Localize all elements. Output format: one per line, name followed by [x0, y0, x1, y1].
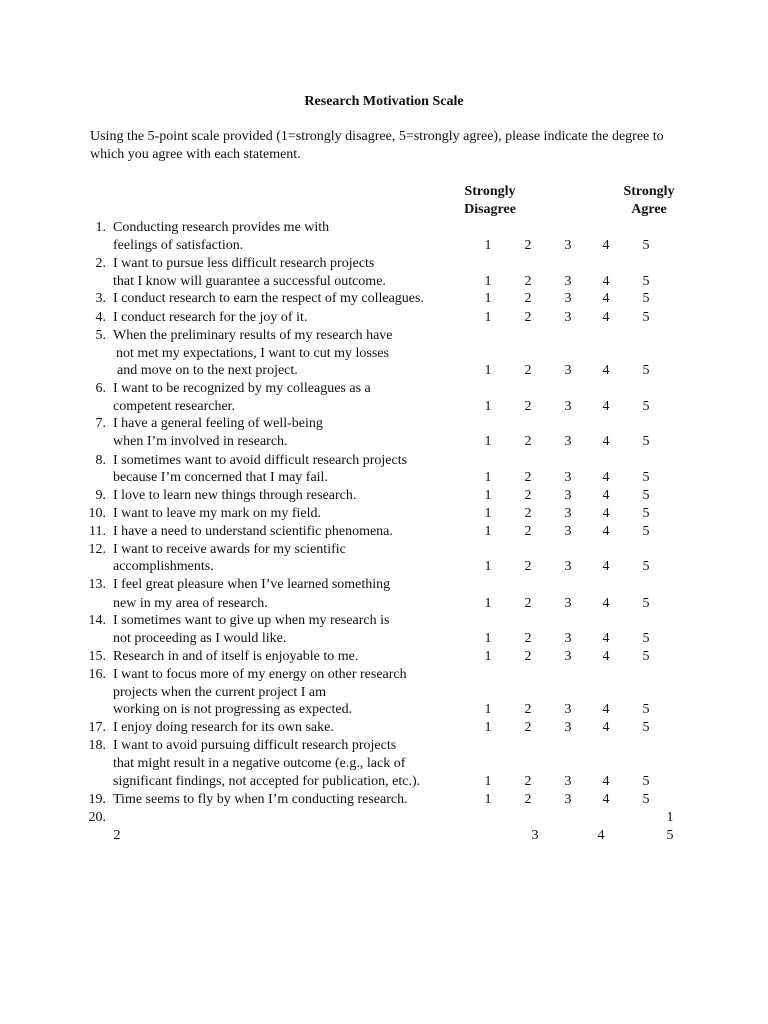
item-number: 13. — [88, 577, 106, 592]
rating-option-1[interactable]: 1 — [484, 702, 492, 717]
document-title: Research Motivation Scale — [304, 94, 464, 109]
item-text-line: new in my area of research. — [113, 596, 268, 611]
rating-option-3[interactable]: 3 — [564, 238, 572, 253]
rating-option-3[interactable]: 3 — [564, 506, 572, 521]
rating-option-1[interactable]: 1 — [484, 274, 492, 289]
rating-option-4[interactable]: 4 — [602, 702, 610, 717]
rating-option-3[interactable]: 3 — [564, 363, 572, 378]
rating-option-3[interactable]: 3 — [564, 310, 572, 325]
rating-option-5[interactable]: 5 — [642, 399, 650, 414]
scale-header-right — [614, 183, 684, 219]
rating-option-3[interactable]: 3 — [564, 399, 572, 414]
rating-option-4[interactable]: 4 — [602, 524, 610, 539]
rating-option-1[interactable]: 1 — [484, 524, 492, 539]
rating-option-1[interactable]: 1 — [484, 506, 492, 521]
item-text-line: projects when the current project I am — [113, 685, 327, 700]
rating-option-1[interactable]: 1 — [484, 470, 492, 485]
rating-option-5[interactable]: 5 — [642, 363, 650, 378]
rating-option-2[interactable]: 2 — [524, 399, 532, 414]
item-number: 9. — [95, 488, 106, 503]
item-number: 14. — [88, 613, 106, 628]
rating-option-5[interactable]: 5 — [642, 488, 650, 503]
rating-option-2[interactable]: 2 — [524, 488, 532, 503]
rating-option-2[interactable]: 2 — [524, 559, 532, 574]
item-text-line: competent researcher. — [113, 399, 236, 414]
rating-option-4[interactable]: 4 — [602, 631, 610, 646]
rating-option-5[interactable]: 5 — [642, 702, 650, 717]
rating-option-3[interactable]: 3 — [564, 434, 572, 449]
rating-option-3[interactable]: 3 — [564, 649, 572, 664]
rating-option-2[interactable]: 2 — [524, 434, 532, 449]
item-number: 11. — [89, 524, 106, 539]
rating-option-1[interactable]: 1 — [484, 488, 492, 503]
rating-option-2[interactable]: 2 — [524, 702, 532, 717]
rating-option-2[interactable]: 2 — [524, 310, 532, 325]
rating-option-4[interactable]: 4 — [602, 774, 610, 789]
rating-option-2[interactable]: 2 — [524, 792, 532, 807]
rating-option-2[interactable]: 2 — [524, 774, 532, 789]
item-text-line: I want to leave my mark on my field. — [113, 506, 321, 521]
rating-option-3[interactable]: 3 — [564, 274, 572, 289]
rating-option-3[interactable]: 3 — [564, 291, 572, 306]
rating-option-3[interactable]: 3 — [564, 774, 572, 789]
item-text-line: I have a general feeling of well-being — [113, 416, 323, 431]
rating-option-1[interactable]: 1 — [484, 363, 492, 378]
rating-option-1[interactable]: 1 — [484, 720, 492, 735]
rating-option-2[interactable]: 2 — [524, 524, 532, 539]
rating-option-3[interactable]: 3 — [564, 470, 572, 485]
item-number: 7. — [95, 416, 106, 431]
rating-option-1[interactable]: 1 — [484, 310, 492, 325]
item-text-line: I want to focus more of my energy on other research — [113, 667, 407, 682]
item-number: 15. — [88, 649, 106, 664]
item-text-line: and move on to the next project. — [117, 363, 298, 378]
item-text-line: I want to pursue less difficult research projects — [113, 256, 375, 271]
rating-option-4[interactable]: 4 — [602, 649, 610, 664]
item-number: 5. — [95, 328, 106, 343]
rating-option-5[interactable]: 5 — [642, 649, 650, 664]
item-number: 1. — [95, 220, 106, 235]
item-text-line: not proceeding as I would like. — [113, 631, 287, 646]
scale-header-left-line1: Strongly — [464, 184, 516, 199]
item-text-line: when I’m involved in research. — [113, 434, 288, 449]
rating-option-2[interactable]: 2 — [524, 238, 532, 253]
rating-option-5[interactable]: 5 — [642, 596, 650, 611]
item-number: 8. — [95, 453, 106, 468]
item-number: 20. — [88, 810, 106, 825]
rating-option-2[interactable]: 2 — [524, 596, 532, 611]
rating-option-5[interactable]: 5 — [642, 238, 650, 253]
rating-option-1[interactable]: 1 — [484, 631, 492, 646]
rating-option-1[interactable]: 1 — [484, 291, 492, 306]
rating-option-1[interactable]: 1 — [666, 810, 674, 825]
item-text-line: I conduct research to earn the respect of my colleagues. — [113, 291, 424, 306]
rating-option-1[interactable]: 1 — [484, 774, 492, 789]
rating-option-4[interactable]: 4 — [602, 291, 610, 306]
rating-option-4[interactable]: 4 — [602, 363, 610, 378]
rating-option-4[interactable]: 4 — [597, 828, 605, 843]
rating-option-5[interactable]: 5 — [642, 506, 650, 521]
item-number: 19. — [88, 792, 106, 807]
rating-option-4[interactable]: 4 — [602, 506, 610, 521]
item-text-line: not met my expectations, I want to cut my losses — [116, 346, 389, 361]
rating-option-4[interactable]: 4 — [602, 399, 610, 414]
item-number: 12. — [88, 542, 106, 557]
rating-option-5[interactable]: 5 — [642, 774, 650, 789]
item-text-line: I feel great pleasure when I’ve learned something — [113, 577, 391, 592]
item-text-line: feelings of satisfaction. — [113, 238, 244, 253]
rating-option-4[interactable]: 4 — [602, 596, 610, 611]
rating-option-5[interactable]: 5 — [642, 291, 650, 306]
item-text-line: Conducting research provides me with — [113, 220, 330, 235]
rating-option-3[interactable]: 3 — [564, 559, 572, 574]
rating-option-2[interactable]: 2 — [524, 506, 532, 521]
rating-option-1[interactable]: 1 — [484, 238, 492, 253]
item-number: 3. — [95, 291, 106, 306]
rating-option-3[interactable]: 3 — [564, 524, 572, 539]
rating-option-5[interactable]: 5 — [642, 274, 650, 289]
item-text-line: that might result in a negative outcome (e.g., lack of — [113, 756, 406, 771]
rating-option-3[interactable]: 3 — [564, 488, 572, 503]
rating-option-5[interactable]: 5 — [642, 470, 650, 485]
item-text-line: I want to receive awards for my scientific — [113, 542, 346, 557]
item-number: 10. — [88, 506, 106, 521]
scale-header-right-line1: Strongly — [623, 184, 675, 199]
rating-option-1[interactable]: 1 — [484, 559, 492, 574]
item-text-line: that I know will guarantee a successful outcome. — [113, 274, 386, 289]
rating-option-5[interactable]: 5 — [642, 631, 650, 646]
item-number: 2. — [95, 256, 106, 271]
rating-option-1[interactable]: 1 — [484, 792, 492, 807]
item-text-line: because I’m concerned that I may fail. — [113, 470, 328, 485]
item-number: 6. — [95, 381, 106, 396]
scale-header-left — [452, 183, 528, 219]
rating-option-4[interactable]: 4 — [602, 238, 610, 253]
rating-option-5[interactable]: 5 — [642, 310, 650, 325]
rating-option-1[interactable]: 1 — [484, 596, 492, 611]
rating-option-5[interactable]: 5 — [642, 434, 650, 449]
item-text-line: I sometimes want to give up when my research is — [113, 613, 390, 628]
item-text-line: I love to learn new things through research. — [113, 488, 357, 503]
item-text-line: accomplishments. — [113, 559, 214, 574]
rating-option-5[interactable]: 5 — [642, 720, 650, 735]
item-text-line: I sometimes want to avoid difficult research projects — [113, 453, 408, 468]
rating-option-1[interactable]: 1 — [484, 649, 492, 664]
rating-option-4[interactable]: 4 — [602, 720, 610, 735]
rating-option-2[interactable]: 2 — [524, 470, 532, 485]
rating-option-2[interactable]: 2 — [524, 291, 532, 306]
rating-option-4[interactable]: 4 — [602, 488, 610, 503]
rating-option-1[interactable]: 1 — [484, 434, 492, 449]
item-text-line: I conduct research for the joy of it. — [113, 310, 308, 325]
rating-option-2[interactable]: 2 — [524, 649, 532, 664]
item-text-line: I have a need to understand scientific phenomena. — [113, 524, 393, 539]
rating-option-5[interactable]: 5 — [666, 828, 674, 843]
rating-option-5[interactable]: 5 — [642, 792, 650, 807]
rating-option-3[interactable]: 3 — [564, 702, 572, 717]
rating-option-4[interactable]: 4 — [602, 559, 610, 574]
rating-option-4[interactable]: 4 — [602, 274, 610, 289]
rating-option-1[interactable]: 1 — [484, 399, 492, 414]
rating-option-3[interactable]: 3 — [564, 631, 572, 646]
scale-header-right-line2: Agree — [631, 202, 667, 217]
item-text-line: I want to be recognized by my colleagues as a — [113, 381, 371, 396]
item-text-line: Time seems to fly by when I’m conducting research. — [113, 792, 408, 807]
rating-option-4[interactable]: 4 — [602, 792, 610, 807]
item-text-line: Research in and of itself is enjoyable to me. — [113, 649, 359, 664]
rating-option-2[interactable]: 2 — [524, 274, 532, 289]
item-text-line: When the preliminary results of my research have — [113, 328, 393, 343]
rating-option-3[interactable]: 3 — [564, 792, 572, 807]
item-number: 4. — [95, 310, 106, 325]
scale-header-left-line2: Disagree — [464, 202, 516, 217]
rating-option-3[interactable]: 3 — [531, 828, 539, 843]
rating-option-4[interactable]: 4 — [602, 434, 610, 449]
rating-option-5[interactable]: 5 — [642, 524, 650, 539]
item-text-line: working on is not progressing as expected. — [113, 702, 353, 717]
item-number: 18. — [88, 738, 106, 753]
item-text-line: I enjoy doing research for its own sake. — [113, 720, 334, 735]
rating-option-2[interactable]: 2 — [524, 363, 532, 378]
instructions-paragraph: Using the 5-point scale provided (1=strongly disagree, 5=strongly agree), please indicate the degree to which you agree with each statement. — [90, 129, 664, 162]
rating-option-4[interactable]: 4 — [602, 470, 610, 485]
rating-option-2[interactable]: 2 — [524, 720, 532, 735]
item-text-line: significant findings, not accepted for publication, etc.). — [113, 774, 421, 789]
item-text-line: I want to avoid pursuing difficult research projects — [113, 738, 397, 753]
rating-option-4[interactable]: 4 — [602, 310, 610, 325]
rating-option-3[interactable]: 3 — [564, 720, 572, 735]
rating-option-5[interactable]: 5 — [642, 559, 650, 574]
rating-option-3[interactable]: 3 — [564, 596, 572, 611]
rating-option-2[interactable]: 2 — [113, 828, 121, 843]
item-number: 17. — [88, 720, 106, 735]
item-number: 16. — [88, 667, 106, 682]
rating-option-2[interactable]: 2 — [524, 631, 532, 646]
